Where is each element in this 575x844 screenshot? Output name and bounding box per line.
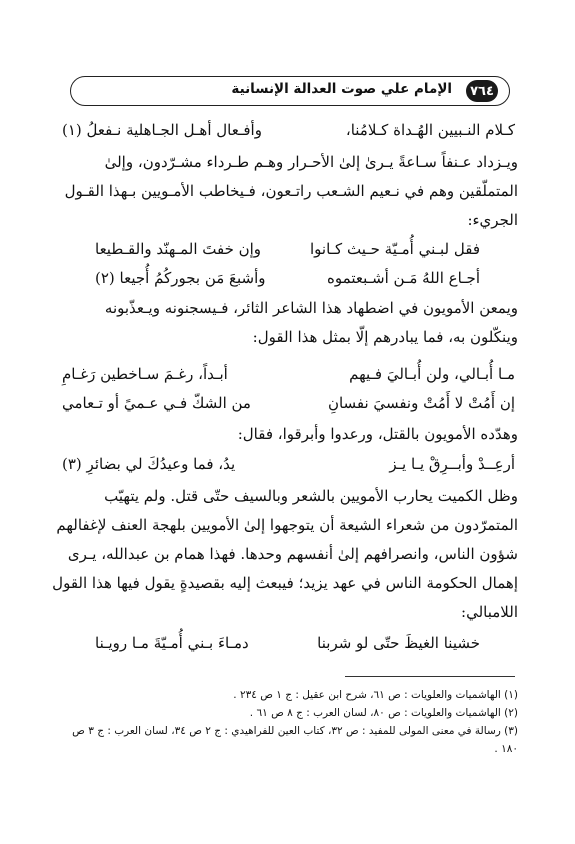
verse-7-second-hemistich: دمـاءَ بـني أُمـيّةَ مـا رويـنا — [95, 634, 249, 652]
verse-1-second-hemistich: وأفـعال أهـل الجـاهلية نـفعلُ (١) — [62, 121, 262, 139]
verse-1 — [346, 121, 515, 139]
verse-4-first-hemistich: مـا أُبـالي، ولن أُبـاليَ فـيهم — [349, 365, 515, 383]
verse-2-second — [95, 240, 261, 258]
verse-2-second-hemistich: وإن خفتَ المـهنّد والقـطيعا — [95, 240, 262, 258]
verse-3-first-hemistich: أجـاع اللهُ مَـن أشـبعتمو‌ه — [327, 269, 480, 287]
paragraph-4-line: المتمرّدون من شعراء الشيعة أن يتوجهوا إلىٰ الأمويين بلهجة العنف لإغفالهم — [56, 516, 518, 534]
page-number: ٧٦٤ — [466, 80, 498, 102]
verse-5 — [328, 394, 515, 412]
verse-2-first-hemistich: فقل لبـني أُمـيّة حـيث كـانوا — [310, 240, 480, 258]
running-title: الإمام علي صوت العدالة الإنسانية — [231, 81, 452, 97]
verse-2 — [310, 240, 480, 258]
paragraph-2-line: ويمعن الأمويون في اضطهاد هذا الشاعر الثائر، فـيسجنونه ويـعذّبونه — [104, 299, 518, 317]
paragraph-4-line: اللامبالي: — [461, 603, 518, 621]
paragraph-1 — [62, 148, 518, 235]
footnote-divider — [345, 676, 515, 677]
verse-6-first-hemistich: أرعِــدْ وأبــرِقْ يـا يـز — [389, 455, 515, 473]
verse-5-first-hemistich: إن أَمُتْ لا أَمُتْ ونفسيَ نفسانِ — [327, 394, 515, 412]
paragraph-3-line: وهدّده الأمويون بالقتل، ورعدوا وأبرقوا، فقال: — [237, 425, 518, 443]
paragraph-2-line: وينكّلون به، فما يبادرهم إلّا بمثل هذا القول: — [252, 328, 518, 346]
verse-1-first-hemistich: كـلام النـبيين الهُـداة كـلامُنا، — [345, 121, 515, 139]
paragraph-4-line: إهمال الحكومة الناس في عهد يزيد؛ فيبعث إليه بقصيدةٍ يقول فيها هذا القول — [52, 574, 518, 592]
verse-5-second-hemistich: من الشكّ فـي عـميً أو تـعامي — [62, 394, 251, 412]
paragraph-1-line: الجريء: — [467, 211, 518, 229]
footnote-3-continued: ١٨٠ . — [494, 743, 518, 755]
paragraph-3 — [62, 420, 518, 449]
verse-1-second — [62, 121, 262, 139]
paragraph-1-line: المتملّقين وهم في نـعيم الشـعب راتـعون، فـيخاطب الأمـويين بـهذا القـول — [64, 182, 518, 200]
footnote-3: (٣) رسالة في معنى المولى للمفيد : ص ٣٢، كتاب العين للفراهيدي : ج ٢ ص ٣٤، لسان العرب : ج ٣ ص — [72, 725, 518, 737]
paragraph-4-line: شؤون الناس، وانصرافهم إلىٰ أنفسهم وحدها. فهذا همام بن عبدالله، يـرى — [67, 545, 518, 563]
footnote-2: (٢) الهاشميات والعلويات : ص ٨٠، لسان العرب : ج ٨ ص ٦١ . — [249, 707, 518, 719]
verse-7-first-hemistich: خشينا الغيظَ حتّى لو شربنا — [317, 634, 480, 652]
verse-6-second-hemistich: يدُ، فما وعيدُكَ لي بضائرِ (٣) — [62, 455, 236, 473]
footnote-1: (١) الهاشميات والعلويات : ص ٦١، شرح ابن عقيل : ج ١ ص ٢٣٤ . — [233, 689, 518, 701]
verse-3-second — [95, 269, 266, 287]
paragraph-4-line: وظل الكميت يحارب الأمويين بالشعر وبالسيف حتّى قتل. ولم يتهيّب — [104, 487, 518, 505]
verse-4-second-hemistich: أبـداً، رغـمَ سـاخطين رَغـامِ — [62, 365, 228, 383]
paragraph-2 — [62, 294, 518, 352]
paragraph-1-line: ويـزداد عـنفاً سـاعةً يـرىٰ إلىٰ الأحـرار وهـم طـرداء مشـرّدون، وإلىٰ — [104, 153, 518, 171]
verse-3 — [327, 269, 480, 287]
footnotes — [60, 686, 518, 758]
verse-4-second — [62, 365, 228, 383]
verse-6-second — [62, 455, 235, 473]
verse-7 — [317, 634, 480, 652]
verse-3-second-hemistich: وأشبعَ مَن بجوركُمُ أُجيعا (٢) — [95, 269, 266, 287]
running-header — [70, 76, 510, 106]
paragraph-4 — [52, 482, 518, 627]
verse-7-second — [95, 634, 249, 652]
verse-5-second — [62, 394, 251, 412]
verse-6 — [389, 455, 515, 473]
verse-4 — [349, 365, 515, 383]
